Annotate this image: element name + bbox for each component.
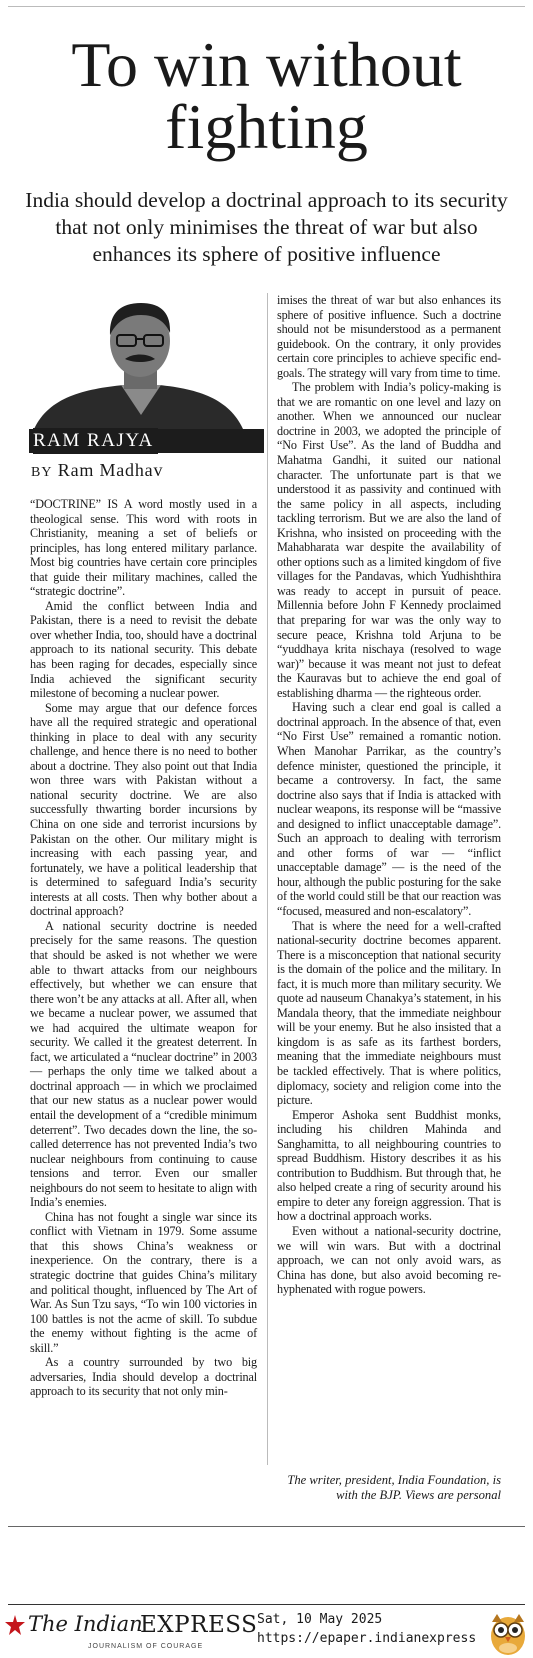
paragraph: China has not fought a single war since its conflict with Vietnam in 1979. Some assume that this shows China’s weakness or inexperience. On the contrary, there is a strategic doctrine that guides China’s military and political thought, influenced by The Art of War. As Sun Tzu says, “To win 100 victories in 100 battles is not the acme of skill. To subdue the enemy without fighting is the acme of skill.” (30, 1209, 257, 1355)
author-signoff: The writer, president, India Foundation, is with the BJP. Views are personal (287, 1473, 501, 1502)
author-portrait (29, 297, 243, 429)
paragraph: Emperor Ashoka sent Buddhist monks, including his children Mahinda and Sanghamitta, to all neighbouring countries to spread Buddhism. History describes it as his contribution to Buddhism. But through that, he also helped create a ring of security around his empire to deter any foreign aggression. That is how a doctrinal approach works. (277, 1107, 501, 1224)
bottom-rule (8, 1526, 525, 1527)
deck: India should develop a doctrinal approach to its security that not only minimises the threat of war but also enhances its sphere of positive influence (25, 188, 508, 266)
paragraph: A national security doctrine is needed precisely for the same reasons. The question that should be asked is not whether we were able to thwart attacks from our neighbours effectively, but whether we can ensure that there won’t be any attacks at all. After all, when we became a nuclear power, we assumed that we had acquired the ultimate weapon for security. We called it the greatest deterrent. In fact, we articulated a “nuclear doctrine” in 2003 — perhaps the only time we talked about a doctrinal approach — in which we proclaimed that our new status as a nuclear power would entail the development of a “credible minimum deterrent”. Two decades down the line, the so-called deterrence has not prevented India’s two nuclear neighbours from continuing to cause tensions and terror. Even our smaller neighbours do not seem to hesitate to align with India’s enemies. (30, 918, 257, 1210)
paragraph: Amid the conflict between India and Pakistan, there is a need to revisit the debate over whether India, too, should have a doctrinal approach to its national security. This debate has been raging for decades, especially since India achieved the significant security milestone of becoming a nuclear power. (30, 598, 257, 701)
article-column-left (30, 497, 257, 1399)
headline: To win without fighting (71, 29, 462, 162)
column-divider (267, 293, 268, 1465)
epaper-url[interactable]: https://epaper.indianexpress (257, 1631, 477, 1646)
paragraph: “DOCTRINE” IS A word mostly used in a theological sense. This word with roots in Christianity, meaning a set of beliefs or principles, has long entered military parlance. Most big countries have certain core principles that guide their military machines, called the “strategic doctrine”. (30, 497, 257, 599)
top-rule (8, 6, 525, 7)
paragraph: As a country surrounded by two big adversaries, India should develop a doctrinal approach to its security that not only min- (30, 1355, 257, 1399)
byline (31, 460, 163, 481)
express-logo-mark (4, 1614, 26, 1636)
logo-express[interactable]: EXPRESS (140, 1612, 258, 1638)
logo-the-indian[interactable]: The Indian (28, 1612, 143, 1636)
paragraph: Even without a national-security doctrine, we will win wars. But with a doctrinal approach, we can not only avoid wars, as China has done, but also avoid becoming re-hyphenated with rogue powers. (277, 1224, 501, 1297)
edition-date: Sat, 10 May 2025 (257, 1612, 383, 1627)
paragraph: Having such a clear end goal is called a doctrinal approach. In the absence of that, even “No First Use” remained a romantic notion. When Manohar Parrikar, as the country’s defence minister, questioned the principle, it became a controversy. In fact, the same doctrine also says that if India is attacked with nuclear weapons, its response will be “massive and designed to inflict unacceptable damage”. Such an approach to dealing with terrorism and other forms of war — “inflict unacceptable damage” — is the need of the hour, although the public posturing for the sake of the world could still be that our reaction was “focused, measured and non-escalatory”. (277, 700, 501, 918)
paragraph: Some may argue that our defence forces have all the required strategic and operational thinking in place to deal with any security challenge, and hence there is no need to bother about a doctrine. They also point out that India won three wars with Pakistan without a national security doctrine. We are also successfully thwarting border incursions by China on one side and terrorist incursions by Pakistan on the other. Our military might is increasing with each passing year, and fortunately, we have a political leadership that is determined to safeguard India’s security interests at all costs. Then why bother about a doctrinal approach? (30, 700, 257, 919)
author-name: Ram Madhav (57, 460, 164, 480)
article-column-right (277, 293, 501, 1297)
owl-mascot-icon (488, 1610, 528, 1656)
logo-tagline: JOURNALISM OF COURAGE (88, 1643, 204, 1650)
byline-prefix: BY (31, 465, 53, 480)
paragraph: The problem with India’s policy-making is that we are romantic on one level and lazy on another. When we announced our nuclear doctrine in 2003, we adopted the principle of “No First Use”. As the land of Buddha and Mahatma Gandhi, it suited our national character. The unfortunate part is that we understood it as passivity and continued with the same policy in all aspects, including tackling terrorism. But we are also the land of Krishna, who insisted on proceeding with the Mahabharata war despite the availability of other options such as a limited kingdom of five villages for the Pandavas, which Yudhishthira was ready to accept in pursuit of peace. Millennia before John F Kennedy proclaimed that preparing for war was the only way to secure peace, Krishna told Arjuna to be “yuddhaya krita nischaya (resolved to wage war)” because it was meant not just to defeat the Kauravas but to achieve the end goal of establishing dharma — the righteous order. (277, 380, 501, 700)
footer-rule (8, 1604, 525, 1605)
paragraph: That is where the need for a well-crafted national-security doctrine becomes apparent. There is a misconception that national security is the domain of the police and the military. In fact, it is much more than military security. We quote ad nauseum Chanakya’s statement, in his Mandala theory, that the immediate neighbour will be your enemy. But he also insisted that a kingdom is as safe as its farthest borders, meaning that the immediate neighbours must be tackled effectively. That is where politics, diplomacy, society and religion come into the picture. (277, 918, 501, 1108)
paragraph: imises the threat of war but also enhances its sphere of positive influence. Such a doctrine should not be misunderstood as a permanent guidebook. On the contrary, it only provides certain core principles to achieve specific end-goals. The strategy will vary from time to time. (277, 293, 501, 380)
column-title: RAM RAJYA (33, 428, 158, 454)
